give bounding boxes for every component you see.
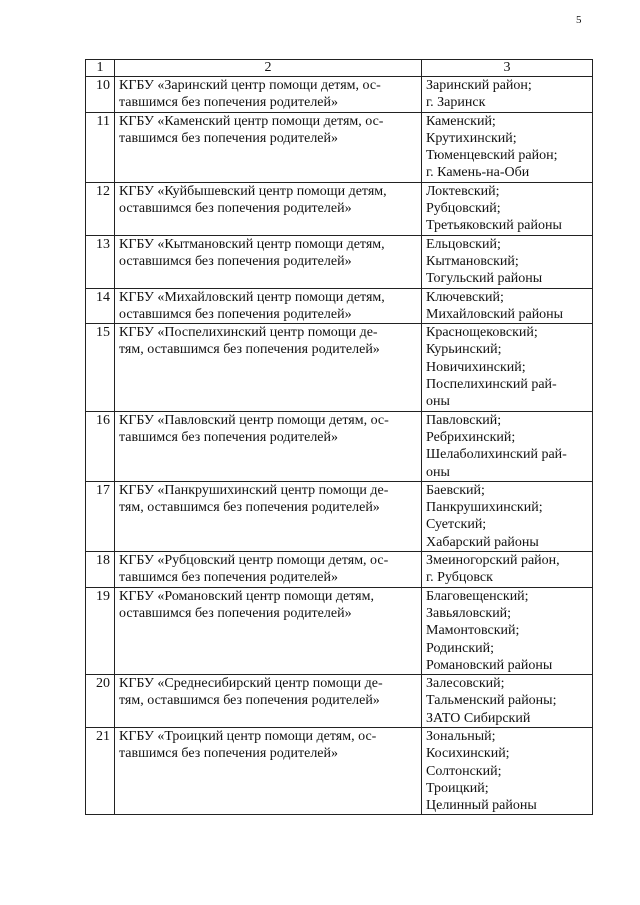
header-col-3: 3 [422,60,593,77]
table-row [86,552,593,588]
organization-line: тавшимся без попечения родителей» [119,130,339,146]
organization-line: КГБУ «Поспелихинский центр помощи де- [119,325,378,341]
row-number: 11 [86,112,115,182]
district-line: г. Заринск [426,95,486,111]
table-row [86,324,593,411]
organization-cell [115,481,422,551]
organization-line: оставшимся без попечения родителей» [119,201,352,217]
district-line: Змеиногорский район, [426,553,560,569]
row-number: 10 [86,77,115,113]
district-line: Завьяловский; [426,605,512,621]
organization-cell [115,324,422,411]
district-line: Ельцовский; [426,236,501,252]
row-number: 16 [86,411,115,481]
district-line: Краснощековский; [426,325,538,341]
row-number: 15 [86,324,115,411]
districts-cell [422,727,593,814]
district-line: Третьяковский районы [426,218,562,234]
table-row [86,112,593,182]
organization-cell [115,727,422,814]
district-line: г. Рубцовск [426,570,493,586]
district-line: Ключевский; [426,289,504,305]
organization-line: КГБУ «Павловский центр помощи детям, ос- [119,412,389,428]
organization-line: тям, оставшимся без попечения родителей» [119,342,380,358]
district-line: Залесовский; [426,676,505,692]
district-line: Кытмановский; [426,253,519,269]
districts-cell [422,587,593,674]
districts-cell [422,235,593,288]
organization-line: КГБУ «Панкрушихинский центр помощи де- [119,482,389,498]
organization-cell [115,182,422,235]
district-line: Тогульский районы [426,271,543,287]
district-line: Поспелихинский рай- [426,377,557,393]
districts-cell [422,675,593,728]
organization-cell [115,77,422,113]
header-row [86,60,593,77]
organization-line: КГБУ «Рубцовский центр помощи детям, ос- [119,553,389,569]
organization-cell [115,587,422,674]
districts-cell [422,324,593,411]
district-line: оны [426,394,450,410]
organization-line: КГБУ «Куйбышевский центр помощи детям, [119,183,387,199]
organization-line: КГБУ «Кытмановский центр помощи детям, [119,236,385,252]
district-line: Каменский; [426,113,496,129]
organization-line: КГБУ «Троицкий центр помощи детям, ос- [119,728,377,744]
district-line: Благовещенский; [426,588,529,604]
table-row [86,481,593,551]
table-row [86,235,593,288]
row-number: 13 [86,235,115,288]
districts-cell [422,288,593,324]
district-line: Ребрихинский; [426,429,516,445]
district-line: Тальменский районы; [426,693,557,709]
organization-line: КГБУ «Заринский центр помощи детям, ос- [119,78,381,93]
districts-cell [422,182,593,235]
district-line: Суетский; [426,517,487,533]
district-line: Крутихинский; [426,130,517,146]
organization-line: тавшимся без попечения родителей» [119,95,339,111]
district-line: Новичихинский; [426,359,526,375]
district-line: Тюменцевский район; [426,148,558,164]
row-number: 18 [86,552,115,588]
table-row [86,77,593,113]
organization-line: тям, оставшимся без попечения родителей» [119,500,380,516]
row-number: 14 [86,288,115,324]
districts-cell [422,552,593,588]
row-number: 19 [86,587,115,674]
organization-line: оставшимся без попечения родителей» [119,253,352,269]
district-line: Локтевский; [426,183,500,199]
table-row [86,288,593,324]
district-line: Целинный районы [426,798,537,814]
organization-line: тавшимся без попечения родителей» [119,746,339,762]
row-number: 12 [86,182,115,235]
district-line: Павловский; [426,412,502,428]
header-col-1: 1 [86,60,115,77]
organization-cell [115,552,422,588]
table-row [86,587,593,674]
district-line: Солтонский; [426,763,502,779]
district-line: Михайловский районы [426,306,564,322]
row-number: 21 [86,727,115,814]
organization-line: тям, оставшимся без попечения родителей» [119,693,380,709]
district-line: Зональный; [426,728,496,744]
organization-line: КГБУ «Михайловский центр помощи детям, [119,289,385,305]
row-number: 17 [86,481,115,551]
district-line: Мамонтовский; [426,623,520,639]
organization-line: оставшимся без попечения родителей» [119,306,352,322]
district-line: Баевский; [426,482,485,498]
table-row [86,411,593,481]
district-line: Троицкий; [426,780,489,796]
districts-table [85,59,593,815]
organization-cell [115,411,422,481]
district-line: оны [426,464,450,480]
districts-cell [422,77,593,113]
table-row [86,182,593,235]
district-line: Панкрушихинский; [426,500,543,516]
district-line: Шелаболихинский рай- [426,447,567,463]
table-row [86,675,593,728]
organization-line: тавшимся без попечения родителей» [119,429,339,445]
district-line: Заринский район; [426,78,532,93]
table-header [86,60,593,77]
organization-cell [115,235,422,288]
district-line: Романовский районы [426,657,553,673]
districts-cell [422,481,593,551]
organization-line: КГБУ «Среднесибирский центр помощи де- [119,676,383,692]
table-body [86,77,593,815]
district-line: ЗАТО Сибирский [426,710,531,726]
organization-line: оставшимся без попечения родителей» [119,605,352,621]
organization-cell [115,288,422,324]
districts-cell [422,112,593,182]
district-line: Курьинский; [426,342,502,358]
district-line: Хабарский районы [426,534,539,550]
organization-line: КГБУ «Романовский центр помощи детям, [119,588,374,604]
organization-line: тавшимся без попечения родителей» [119,570,339,586]
districts-cell [422,411,593,481]
district-line: Родинский; [426,640,495,656]
district-line: Косихинский; [426,746,510,762]
table-row [86,727,593,814]
organization-cell [115,675,422,728]
district-line: Рубцовский; [426,201,501,217]
district-line: г. Камень-на-Оби [426,165,530,181]
page-number: 5 [576,14,582,26]
organization-line: КГБУ «Каменский центр помощи детям, ос- [119,113,384,129]
header-col-2: 2 [115,60,422,77]
organization-cell [115,112,422,182]
row-number: 20 [86,675,115,728]
